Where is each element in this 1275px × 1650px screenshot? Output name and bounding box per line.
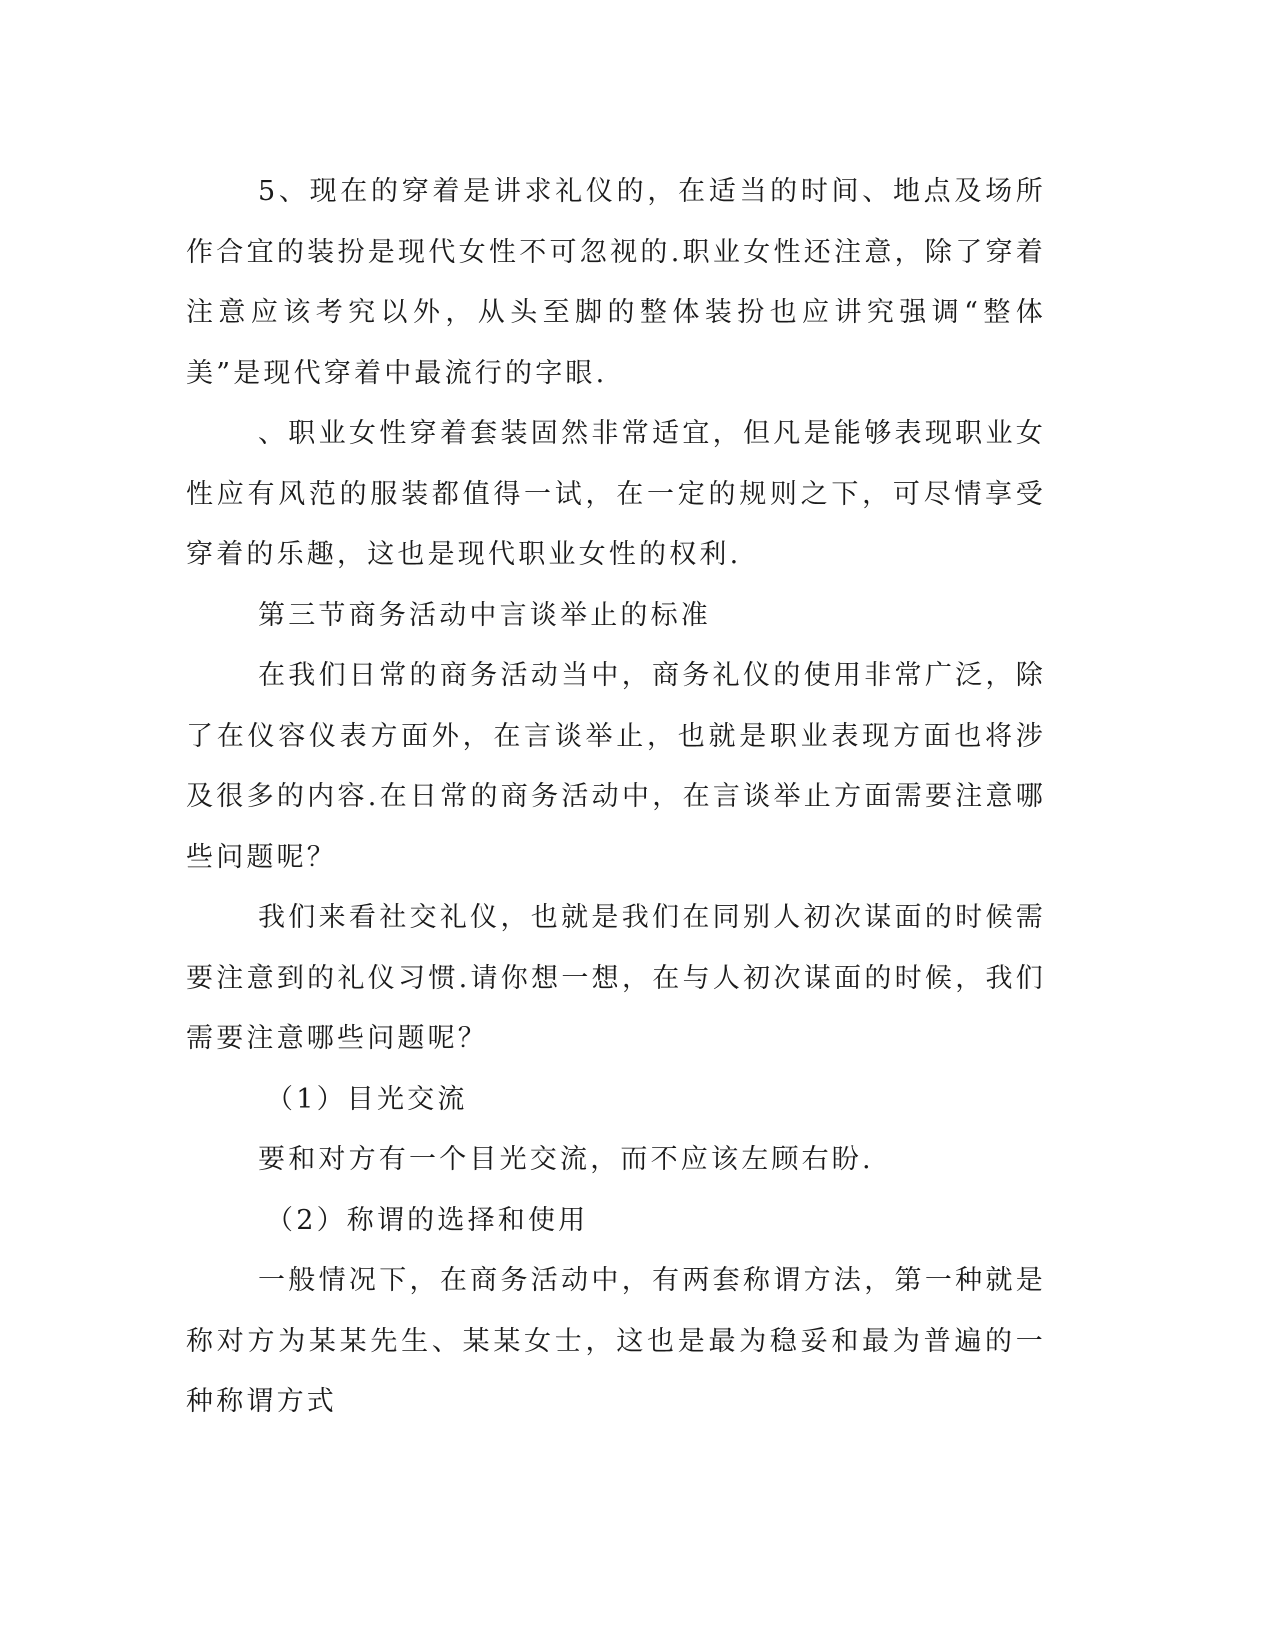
paragraph: 我们来看社交礼仪，也就是我们在同别人初次谋面的时候需要注意到的礼仪习惯.请你想一想，在与人初次谋面的时候，我们需要注意哪些问题呢？ <box>186 902 1046 1054</box>
document-body <box>186 162 1046 1433</box>
paragraph: 一般情况下，在商务活动中，有两套称谓方法，第一种就是称对方为某某先生、某某女士，这也是最为稳妥和最为普遍的一种称谓方式 <box>186 1265 1046 1417</box>
paragraph: 5、现在的穿着是讲求礼仪的，在适当的时间、地点及场所作合宜的装扮是现代女性不可忽视的.职业女性还注意，除了穿着注意应该考究以外，从头至脚的整体装扮也应讲究强调“整体美”是现代穿着中最流行的字眼. <box>186 176 1046 389</box>
subheading: （1）目光交流 <box>266 1083 468 1115</box>
paragraph: 在我们日常的商务活动当中，商务礼仪的使用非常广泛，除了在仪容仪表方面外，在言谈举止，也就是职业表现方面也将涉及很多的内容.在日常的商务活动中，在言谈举止方面需要注意哪些问题呢？ <box>186 660 1046 873</box>
paragraph: 要和对方有一个目光交流，而不应该左顾右盼. <box>258 1144 874 1175</box>
section-heading: 第三节商务活动中言谈举止的标准 <box>258 599 711 631</box>
paragraph: 、职业女性穿着套装固然非常适宜，但凡是能够表现职业女性应有风范的服装都值得一试，在一定的规则之下，可尽情享受穿着的乐趣，这也是现代职业女性的权利. <box>186 418 1046 570</box>
subheading: （2）称谓的选择和使用 <box>266 1204 589 1236</box>
